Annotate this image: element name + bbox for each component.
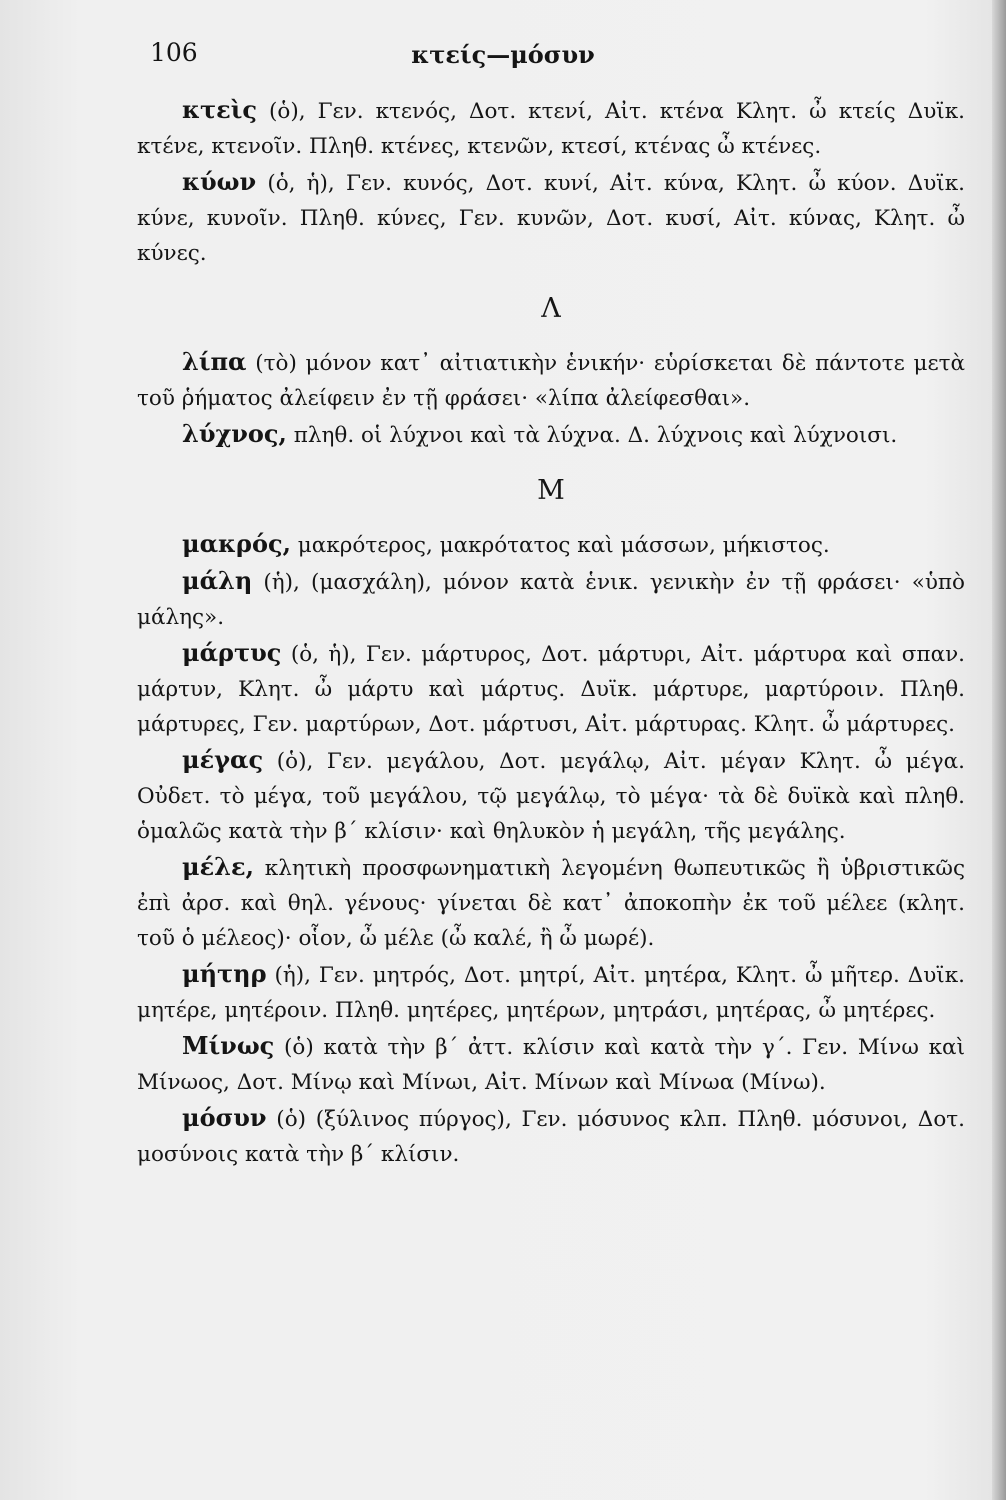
entry-megas [137, 742, 965, 849]
entry-kteis [137, 92, 965, 164]
entry-body: κλητικὴ προσφωνηματικὴ λεγομένη θωπευτικῶς ἢ ὑβριστικῶς ἐπὶ ἀρσ. καὶ θηλ. γένους· γίνεται δὲ κατ᾽ ἀποκοπὴν ἐκ τοῦ μέλεε (κλητ. τοῦ ὁ μέλεος)· οἷον, ὦ μέλε (ὦ καλέ, ἢ ὦ μωρέ). [137, 856, 965, 951]
page-spine-shadow [992, 0, 1006, 1500]
headword: λύχνος, [182, 419, 287, 448]
section-letter-mu: Μ [537, 475, 565, 506]
entry-body: πληθ. οἱ λύχνοι καὶ τὰ λύχνα. Δ. λύχνοις καὶ λύχνοισι. [286, 423, 898, 448]
entry-mele [137, 849, 965, 956]
entry-body: (τὸ) μόνον κατ᾽ αἰτιατικὴν ἑνικήν· εὑρίσκεται δὲ πάντοτε μετὰ τοῦ ῥήματος ἀλείφειν ἐν τῇ φράσει· «λίπα ἀλείφεσθαι». [137, 351, 965, 411]
headword: μέλε, [182, 852, 254, 881]
page-header [0, 38, 1006, 78]
entry-body: (ὁ) (ξύλινος πύργος), Γεν. μόσυνος κλπ. Πληθ. μόσυνοι, Δοτ. μοσύνοις κατὰ τὴν β´ κλίσιν. [137, 1107, 965, 1167]
entry-body: μακρότερος, μακρότατος καὶ μάσσων, μήκιστος. [290, 533, 830, 558]
entry-kyon [137, 164, 965, 271]
running-title: κτείς—μόσυν [411, 40, 595, 69]
entry-martys [137, 635, 965, 742]
entry-body: (ἡ), Γεν. μητρός, Δοτ. μητρί, Αἰτ. μητέρα, Κλητ. ὦ μῆτερ. Δυϊκ. μητέρε, μητέροιν. Πληθ. μητέρες, μητέρων, μητράσι, μητέρας, ὦ μητέρες. [137, 963, 965, 1023]
entry-mosyn [137, 1100, 965, 1172]
headword: μόσυν [182, 1103, 267, 1132]
entry-lipa [137, 344, 965, 416]
headword: μήτηρ [182, 959, 267, 988]
headword: μέγας [182, 745, 264, 774]
entry-lychnos [137, 416, 965, 453]
headword: μακρός, [182, 529, 291, 558]
headword: κτεὶς [182, 95, 257, 124]
headword: μάρτυς [182, 638, 282, 667]
entry-body: (ὁ), Γεν. μεγάλου, Δοτ. μεγάλῳ, Αἰτ. μέγαν Κλητ. ὦ μέγα. Οὐδετ. τὸ μέγα, τοῦ μεγάλου, τῷ μεγάλῳ, τὸ μέγα· τὰ δὲ δυϊκὰ καὶ πληθ. ὁμαλῶς κατὰ τὴν β´ κλίσιν· καὶ θηλυκὸν ἡ μεγάλη, τῆς μεγάλης. [137, 749, 965, 844]
headword: κύων [182, 167, 257, 196]
entry-minos [137, 1028, 965, 1100]
entry-body: (ὁ, ἡ), Γεν. κυνός, Δοτ. κυνί, Αἰτ. κύνα, Κλητ. ὦ κύον. Δυϊκ. κύνε, κυνοῖν. Πληθ. κύνες, Γεν. κυνῶν, Δοτ. κυσί, Αἰτ. κύνας, Κλητ. ὦ κύνες. [137, 171, 965, 266]
entry-male [137, 563, 965, 635]
dictionary-text [137, 92, 965, 1172]
entry-meter [137, 956, 965, 1028]
entry-body: (ἡ), (μασχάλη), μόνον κατὰ ἑνικ. γενικὴν ἐν τῇ φράσει· «ὑπὸ μάλης». [137, 570, 965, 630]
section-letter-lambda: Λ [541, 293, 561, 324]
page-number: 106 [150, 38, 198, 67]
entry-makros [137, 526, 965, 563]
entry-body: (ὁ), Γεν. κτενός, Δοτ. κτενί, Αἰτ. κτένα Κλητ. ὦ κτείς Δυϊκ. κτένε, κτενοῖν. Πληθ. κτένες, κτενῶν, κτεσί, κτένας ὦ κτένες. [137, 99, 965, 159]
headword: λίπα [182, 347, 247, 376]
entry-body: (ὁ, ἡ), Γεν. μάρτυρος, Δοτ. μάρτυρι, Αἰτ. μάρτυρα καὶ σπαν. μάρτυν, Κλητ. ὦ μάρτυ καὶ μάρτυς. Δυϊκ. μάρτυρε, μαρτύροιν. Πληθ. μάρτυρες, Γεν. μαρτύρων, Δοτ. μάρτυσι, Αἰτ. μάρτυρας. Κλητ. ὦ μάρτυρες. [137, 642, 965, 737]
entry-body: (ὁ) κατὰ τὴν β´ ἀττ. κλίσιν καὶ κατὰ τὴν γ´. Γεν. Μίνω καὶ Μίνωος, Δοτ. Μίνῳ καὶ Μίνωι, Αἰτ. Μίνων καὶ Μίνωα (Μίνω). [137, 1035, 965, 1095]
headword: Μίνως [182, 1031, 275, 1060]
headword: μάλη [182, 566, 253, 595]
